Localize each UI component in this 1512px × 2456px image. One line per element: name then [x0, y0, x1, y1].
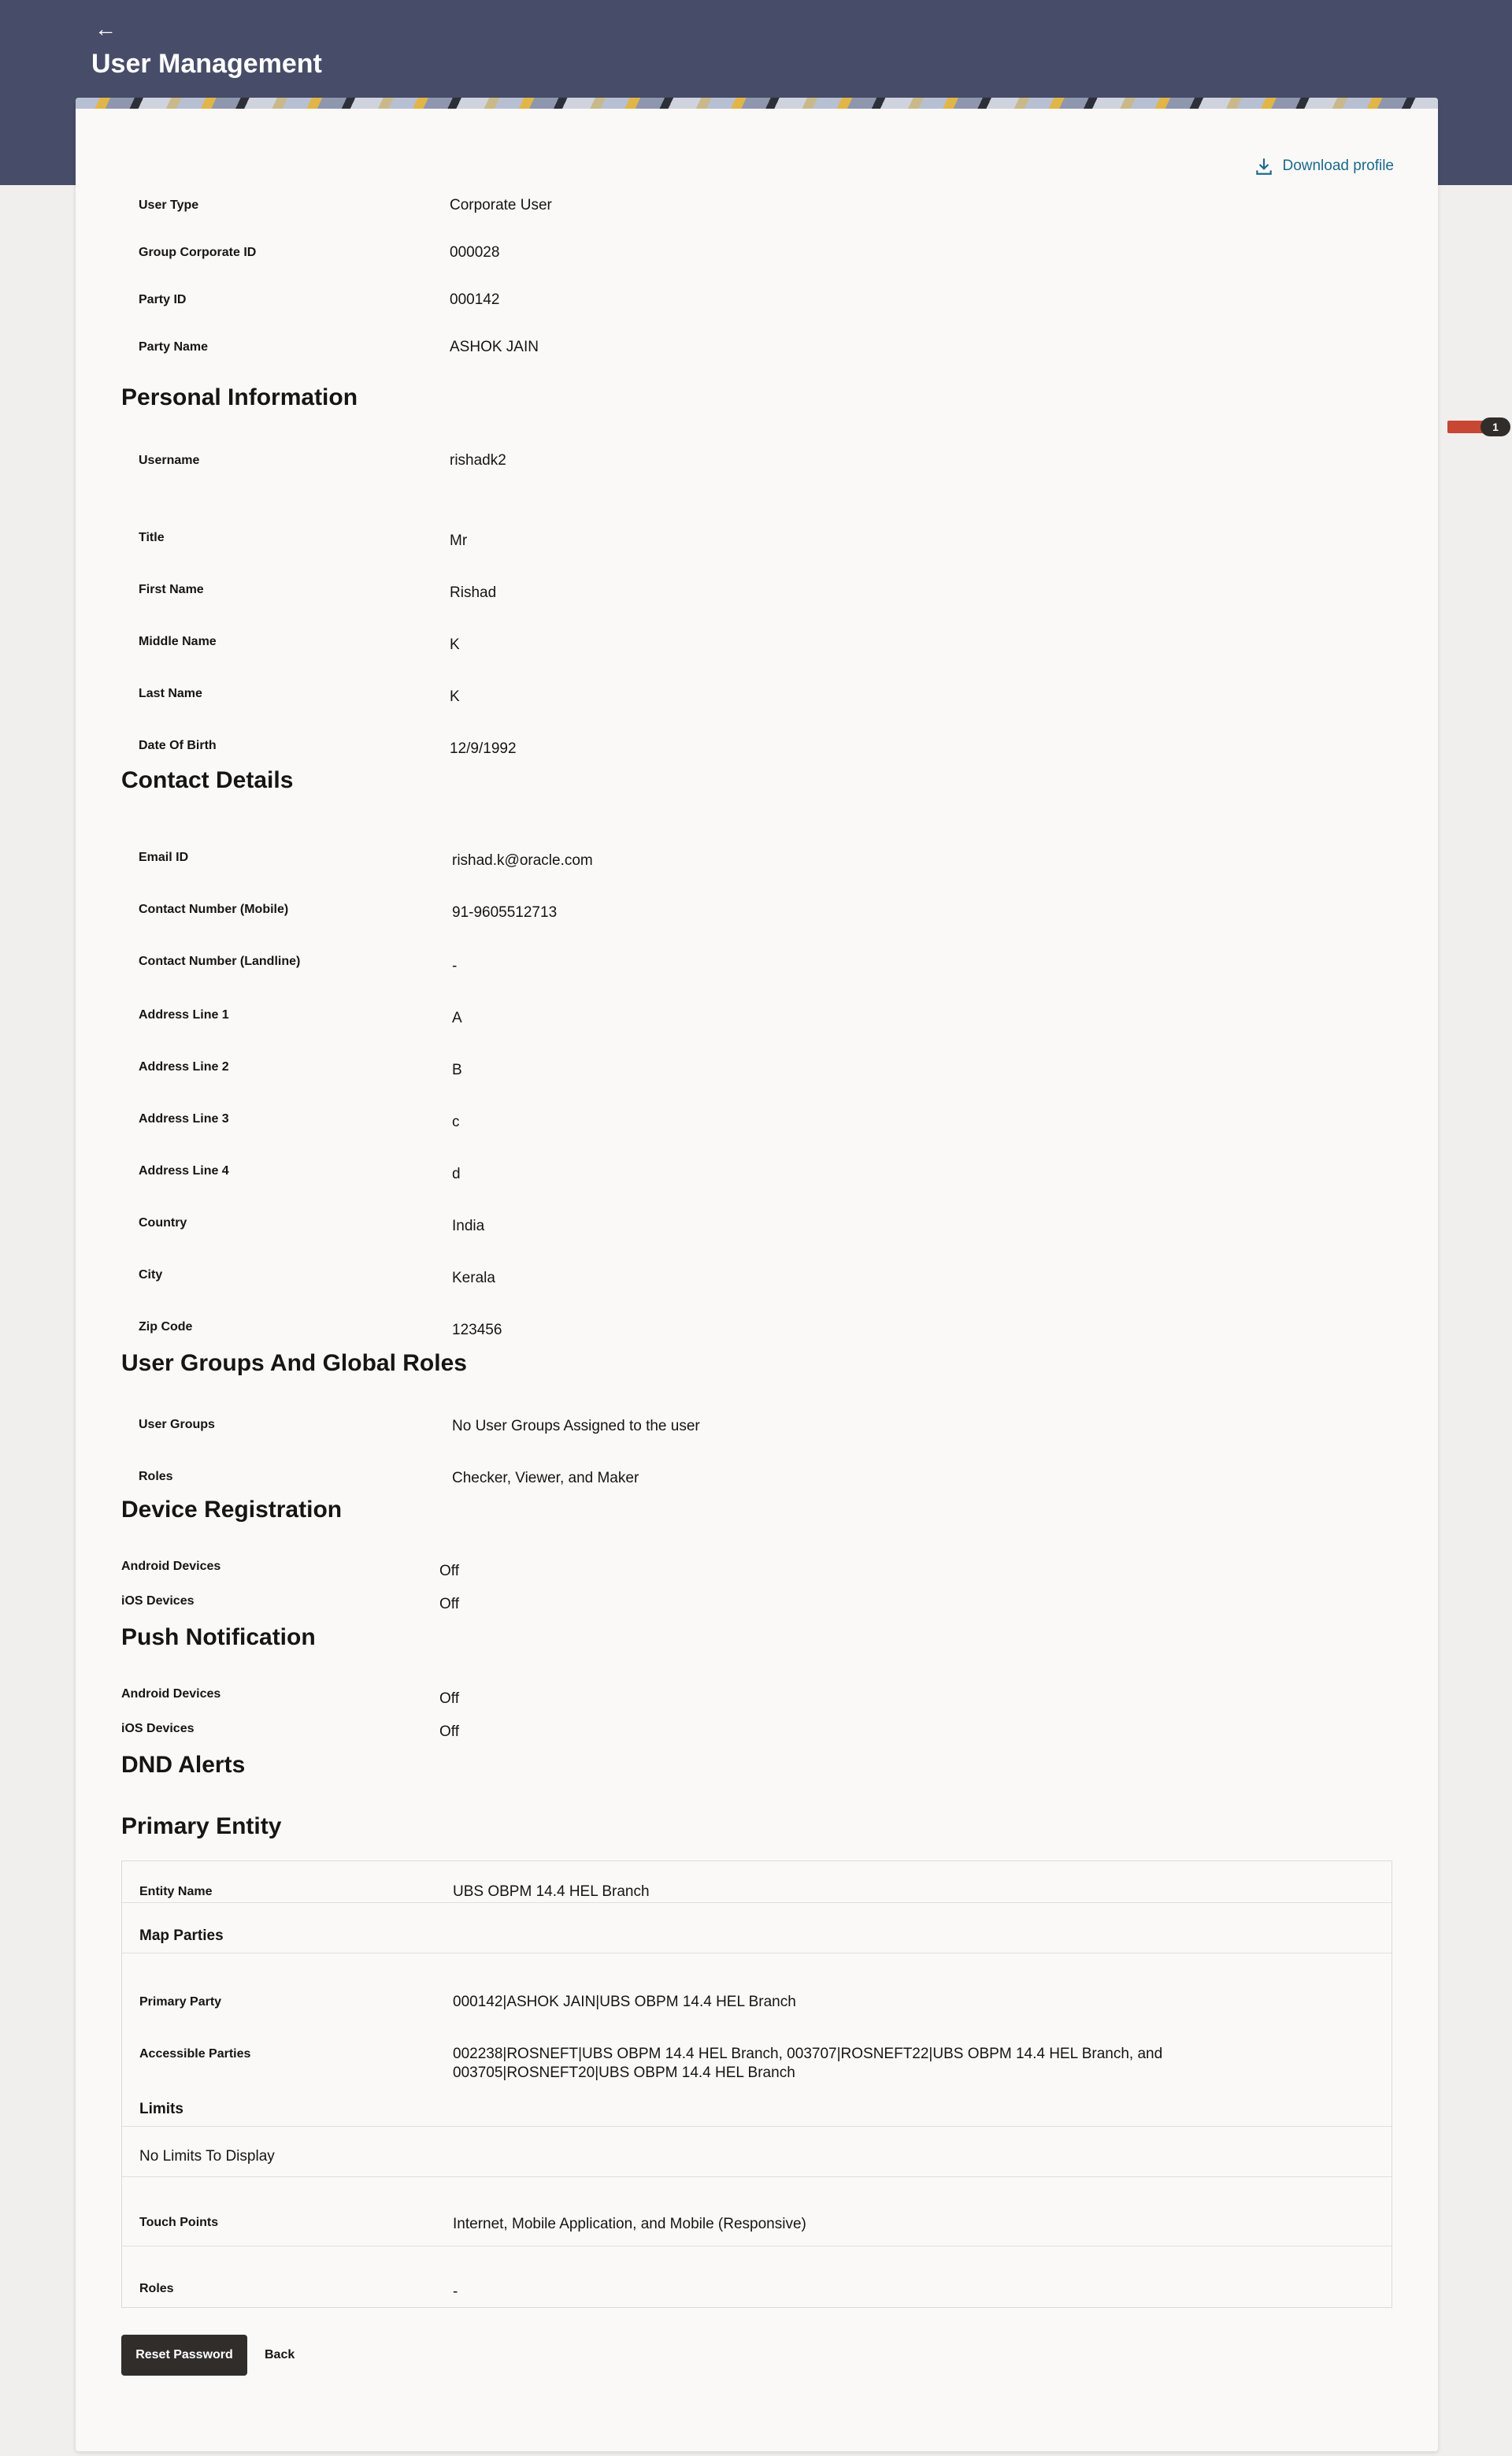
- primary-party-label: Primary Party: [139, 1995, 222, 2009]
- limits-heading: Limits: [139, 2101, 183, 2117]
- download-profile-label: Download profile: [1282, 158, 1394, 174]
- push-android-label: Android Devices: [121, 1687, 221, 1701]
- divider: [122, 2176, 1392, 2177]
- party-name-value: ASHOK JAIN: [450, 339, 539, 355]
- address-line-1-label: Address Line 1: [139, 1008, 229, 1022]
- profile-card: [76, 98, 1438, 2451]
- divider: [122, 2126, 1392, 2127]
- group-corporate-id-label: Group Corporate ID: [139, 246, 257, 259]
- party-id-label: Party ID: [139, 293, 187, 306]
- address-line-3-value: c: [452, 1114, 460, 1130]
- device-android-value: Off: [439, 1563, 459, 1579]
- last-name-value: K: [450, 688, 460, 705]
- username-value: rishadk2: [450, 452, 506, 469]
- device-ios-value: Off: [439, 1596, 459, 1612]
- notification-count-badge: 1: [1480, 417, 1510, 436]
- back-arrow-icon[interactable]: ←: [94, 17, 117, 41]
- accessible-parties-label: Accessible Parties: [139, 2047, 251, 2061]
- mobile-label: Contact Number (Mobile): [139, 903, 289, 916]
- device-ios-label: iOS Devices: [121, 1594, 195, 1608]
- landline-label: Contact Number (Landline): [139, 955, 301, 968]
- accessible-parties-line-1: 002238|ROSNEFT|UBS OBPM 14.4 HEL Branch, 003707|ROSNEFT22|UBS OBPM 14.4 HEL Branch, and: [453, 2046, 1163, 2062]
- user-type-label: User Type: [139, 198, 199, 212]
- entity-name-label: Entity Name: [139, 1885, 213, 1898]
- address-line-3-label: Address Line 3: [139, 1112, 229, 1126]
- middle-name-label: Middle Name: [139, 635, 217, 648]
- decorative-strip: [76, 98, 1438, 109]
- address-line-4-label: Address Line 4: [139, 1164, 229, 1178]
- country-label: Country: [139, 1216, 187, 1230]
- zip-code-label: Zip Code: [139, 1320, 193, 1334]
- section-dnd-alerts: DND Alerts: [121, 1752, 246, 1778]
- download-icon: [1254, 156, 1274, 176]
- primary-entity-panel: [121, 1861, 1392, 2308]
- date-of-birth-label: Date Of Birth: [139, 739, 217, 752]
- first-name-value: Rishad: [450, 584, 497, 601]
- city-label: City: [139, 1268, 163, 1282]
- device-android-label: Android Devices: [121, 1560, 221, 1573]
- first-name-label: First Name: [139, 583, 204, 596]
- party-id-value: 000142: [450, 291, 500, 308]
- section-primary-entity: Primary Entity: [121, 1813, 282, 1839]
- download-profile-link[interactable]: [1254, 156, 1394, 176]
- section-user-groups: User Groups And Global Roles: [121, 1350, 467, 1376]
- section-device-registration: Device Registration: [121, 1497, 343, 1523]
- no-limits-text: No Limits To Display: [139, 2148, 275, 2165]
- address-line-2-label: Address Line 2: [139, 1060, 229, 1074]
- address-line-1-value: A: [452, 1010, 462, 1026]
- reset-password-button[interactable]: Reset Password: [121, 2335, 247, 2376]
- entity-roles-value: -: [453, 2283, 458, 2300]
- title-label: Title: [139, 531, 165, 544]
- primary-party-value: 000142|ASHOK JAIN|UBS OBPM 14.4 HEL Branch: [453, 1994, 796, 2010]
- country-value: India: [452, 1218, 485, 1234]
- middle-name-value: K: [450, 636, 460, 653]
- global-roles-label: Roles: [139, 1470, 173, 1483]
- accessible-parties-line-2: 003705|ROSNEFT20|UBS OBPM 14.4 HEL Branch: [453, 2065, 795, 2081]
- back-button[interactable]: Back: [265, 2335, 295, 2376]
- party-name-label: Party Name: [139, 340, 209, 354]
- email-id-value: rishad.k@oracle.com: [452, 852, 593, 869]
- address-line-2-value: B: [452, 1062, 462, 1078]
- entity-roles-label: Roles: [139, 2282, 174, 2295]
- user-type-value: Corporate User: [450, 197, 552, 213]
- username-label: Username: [139, 454, 200, 467]
- email-id-label: Email ID: [139, 851, 189, 864]
- last-name-label: Last Name: [139, 687, 202, 700]
- map-parties-heading: Map Parties: [139, 1927, 224, 1944]
- mobile-value: 91-9605512713: [452, 904, 558, 921]
- push-ios-label: iOS Devices: [121, 1722, 195, 1735]
- address-line-4-value: d: [452, 1166, 461, 1182]
- user-groups-label: User Groups: [139, 1418, 215, 1431]
- push-android-value: Off: [439, 1690, 459, 1707]
- section-personal-information: Personal Information: [121, 384, 358, 410]
- divider: [122, 1902, 1392, 1903]
- user-groups-value: No User Groups Assigned to the user: [452, 1418, 700, 1434]
- city-value: Kerala: [452, 1270, 495, 1286]
- entity-name-value: UBS OBPM 14.4 HEL Branch: [453, 1883, 650, 1900]
- title-value: Mr: [450, 532, 468, 549]
- section-contact-details: Contact Details: [121, 767, 294, 793]
- landline-value: -: [452, 958, 458, 974]
- touch-points-value: Internet, Mobile Application, and Mobile (Responsive): [453, 2216, 806, 2232]
- global-roles-value: Checker, Viewer, and Maker: [452, 1470, 639, 1486]
- page-title: User Management: [91, 49, 322, 79]
- push-ios-value: Off: [439, 1723, 459, 1740]
- touch-points-label: Touch Points: [139, 2216, 219, 2229]
- section-push-notification: Push Notification: [121, 1624, 316, 1650]
- zip-code-value: 123456: [452, 1322, 502, 1338]
- date-of-birth-value: 12/9/1992: [450, 740, 517, 757]
- group-corporate-id-value: 000028: [450, 244, 500, 261]
